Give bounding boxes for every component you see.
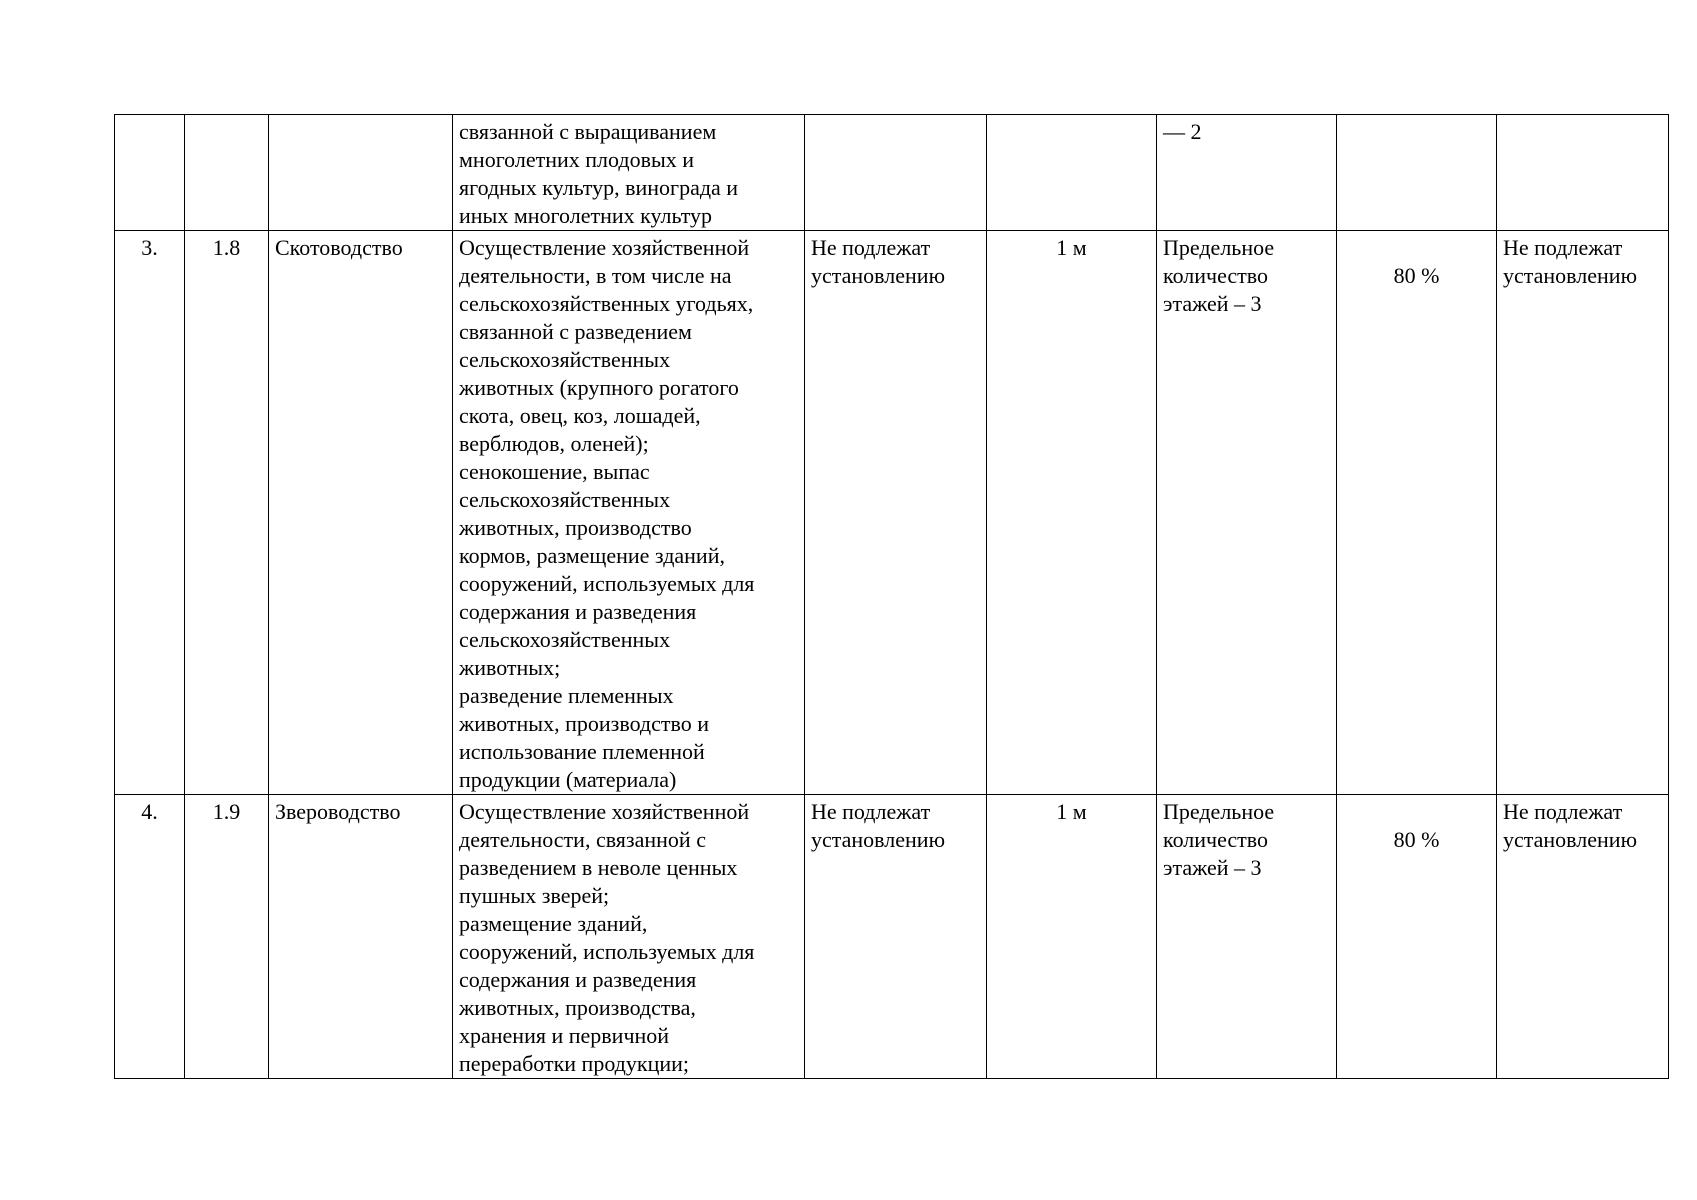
floors-cell: — 2 bbox=[1157, 115, 1337, 231]
floors-cell: Предельное количество этажей – 3 bbox=[1157, 231, 1337, 795]
coverage-cell: 80 % bbox=[1337, 231, 1497, 795]
name-cell: Скотоводство bbox=[269, 231, 453, 795]
code-cell: 1.9 bbox=[185, 795, 269, 1079]
row-number-cell: 4. bbox=[115, 795, 185, 1079]
coverage-cell bbox=[1337, 115, 1497, 231]
name-cell: Звероводство bbox=[269, 795, 453, 1079]
table-row bbox=[115, 795, 1669, 1079]
area-cell bbox=[805, 115, 987, 231]
floors-cell: Предельное количество этажей – 3 bbox=[1157, 795, 1337, 1079]
description-cell: связанной с выращиванием многолетних плодовых и ягодных культур, винограда и иных многолетних культур bbox=[453, 115, 805, 231]
setback-cell bbox=[987, 115, 1157, 231]
table-row bbox=[115, 115, 1669, 231]
regulations-table bbox=[114, 114, 1669, 1079]
code-cell bbox=[185, 115, 269, 231]
table-row bbox=[115, 231, 1669, 795]
name-cell bbox=[269, 115, 453, 231]
area-cell: Не подлежат установлению bbox=[805, 231, 987, 795]
description-cell: Осуществление хозяйственной деятельности, в том числе на сельскохозяйственных угодьях, связанной с разведением сельскохозяйственных животных (крупного рогатого скота, овец, коз, лошадей, верблюдов, оленей); сенокошение, выпас сельскохозяйственных животных, производство кормов, размещение зданий, сооружений, используемых для содержания и разведения сельскохозяйственных животных; разведение племенных животных, производство и использование племенной продукции (материала) bbox=[453, 231, 805, 795]
coverage-cell: 80 % bbox=[1337, 795, 1497, 1079]
setback-cell: 1 м bbox=[987, 795, 1157, 1079]
other-cell bbox=[1497, 115, 1669, 231]
setback-cell: 1 м bbox=[987, 231, 1157, 795]
code-cell: 1.8 bbox=[185, 231, 269, 795]
other-cell: Не подлежат установлению bbox=[1497, 231, 1669, 795]
other-cell: Не подлежат установлению bbox=[1497, 795, 1669, 1079]
row-number-cell bbox=[115, 115, 185, 231]
area-cell: Не подлежат установлению bbox=[805, 795, 987, 1079]
row-number-cell: 3. bbox=[115, 231, 185, 795]
description-cell: Осуществление хозяйственной деятельности, связанной с разведением в неволе ценных пушных зверей; размещение зданий, сооружений, используемых для содержания и разведения животных, производства, хранения и первичной переработки продукции; bbox=[453, 795, 805, 1079]
